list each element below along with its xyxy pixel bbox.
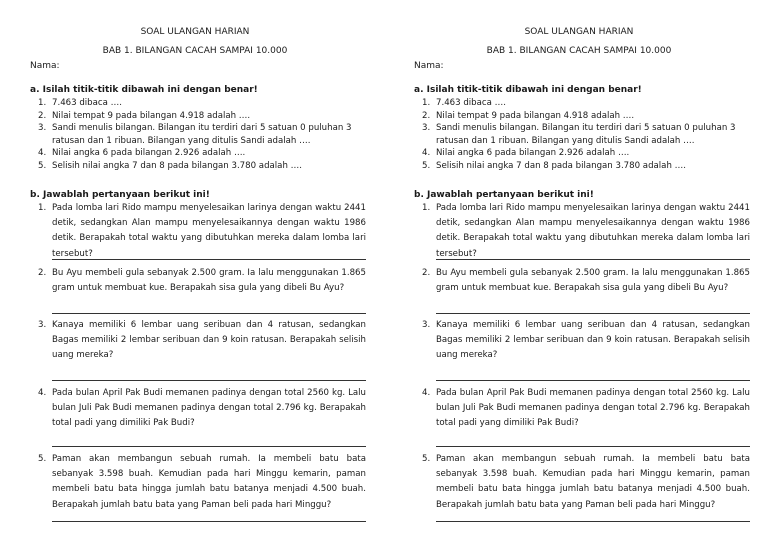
section-b-heading: b. Jawablah pertanyaan berikut ini! (30, 190, 210, 200)
question-item: 1. Pada lomba lari Rido mampu menyelesaikan larinya dengan waktu 2441 detik, sedangkan Alan mampu menyelesaikannya dengan waktu 1986 detik. Berapakah total waktu yang dibutuhkan mereka dalam lomba lari tersebut? (38, 203, 366, 259)
question-item: 2. Bu Ayu membeli gula sebanyak 2.500 gram. Ia lalu menggunakan 1.865 gram untuk membuat kue. Berapakah sisa gula yang dibeli Bu Ayu? (422, 268, 750, 294)
section-a-list (30, 97, 370, 173)
worksheet-right (384, 0, 752, 543)
name-label: Nama: (30, 61, 60, 71)
section-a-heading: a. Isilah titik-titik dibawah ini dengan benar! (30, 85, 258, 95)
section-a-list (414, 97, 754, 173)
worksheet-left (0, 0, 368, 543)
worksheet-subtitle: BAB 1. BILANGAN CACAH SAMPAI 10.000 (486, 46, 672, 56)
question-item: 3. Kanaya memiliki 6 lembar uang seribuan dan 4 ratusan, sedangkan Bagas memiliki 2 lembar seribuan dan 9 koin ratusan. Berapakah selisih uang mereka? (422, 320, 750, 361)
question-item: 5. Paman akan membangun sebuah rumah. Ia membeli batu bata sebanyak 3.598 buah. Kemudian pada hari Minggu kemarin, paman membeli batu bata hingga jumlah batu batanya menjadi 4.500 buah. Berapakah jumlah batu bata yang Paman beli pada hari Minggu? (38, 454, 366, 510)
answer-line[interactable] (436, 446, 750, 447)
worksheet-title: SOAL ULANGAN HARIAN (140, 27, 250, 37)
list-item: 4. Nilai angka 6 pada bilangan 2.926 adalah …. (422, 148, 630, 159)
question-item: 2. Bu Ayu membeli gula sebanyak 2.500 gram. Ia lalu menggunakan 1.865 gram untuk membuat kue. Berapakah sisa gula yang dibeli Bu Ayu? (38, 268, 366, 294)
answer-line[interactable] (52, 380, 366, 381)
question-item: 3. Kanaya memiliki 6 lembar uang seribuan dan 4 ratusan, sedangkan Bagas memiliki 2 lembar seribuan dan 9 koin ratusan. Berapakah selisih uang mereka? (38, 320, 366, 361)
question-item: 4. Pada bulan April Pak Budi memanen padinya dengan total 2560 kg. Lalu bulan Juli Pak Budi memanen padinya dengan total 2.796 kg. Berapakah total padi yang dimiliki Pak Budi? (422, 388, 750, 429)
answer-line[interactable] (52, 259, 366, 260)
section-b-heading: b. Jawablah pertanyaan berikut ini! (414, 190, 594, 200)
answer-line[interactable] (436, 259, 750, 260)
worksheet-subtitle: BAB 1. BILANGAN CACAH SAMPAI 10.000 (102, 46, 288, 56)
worksheet-title: SOAL ULANGAN HARIAN (524, 27, 634, 37)
list-item: 2. Nilai tempat 9 pada bilangan 4.918 adalah …. (38, 110, 251, 121)
list-item: 4. Nilai angka 6 pada bilangan 2.926 adalah …. (38, 148, 246, 159)
list-item: 3. Sandi menulis bilangan. Bilangan itu terdiri dari 5 satuan 0 puluhan 3 ratusan dan 1 ribuan. Bilangan yang ditulis Sandi adalah …. (38, 123, 352, 146)
answer-line[interactable] (52, 521, 366, 522)
answer-line[interactable] (52, 446, 366, 447)
answer-line[interactable] (436, 521, 750, 522)
list-item: 1. 7.463 dibaca …. (38, 98, 122, 108)
question-item: 1. Pada lomba lari Rido mampu menyelesaikan larinya dengan waktu 2441 detik, sedangkan Alan mampu menyelesaikannya dengan waktu 1986 detik. Berapakah total waktu yang dibutuhkan mereka dalam lomba lari tersebut? (422, 203, 750, 259)
answer-line[interactable] (436, 313, 750, 314)
list-item: 3. Sandi menulis bilangan. Bilangan itu terdiri dari 5 satuan 0 puluhan 3 ratusan dan 1 ribuan. Bilangan yang ditulis Sandi adalah …. (422, 123, 736, 146)
question-item: 4. Pada bulan April Pak Budi memanen padinya dengan total 2560 kg. Lalu bulan Juli Pak Budi memanen padinya dengan total 2.796 kg. Berapakah total padi yang dimiliki Pak Budi? (38, 388, 366, 429)
answer-line[interactable] (52, 313, 366, 314)
name-label: Nama: (414, 61, 444, 71)
list-item: 2. Nilai tempat 9 pada bilangan 4.918 adalah …. (422, 110, 635, 121)
question-item: 5. Paman akan membangun sebuah rumah. Ia membeli batu bata sebanyak 3.598 buah. Kemudian pada hari Minggu kemarin, paman membeli batu bata hingga jumlah batu batanya menjadi 4.500 buah. Berapakah jumlah batu bata yang Paman beli pada hari Minggu? (422, 454, 750, 510)
list-item: 5. Selisih nilai angka 7 dan 8 pada bilangan 3.780 adalah …. (422, 160, 686, 171)
list-item: 1. 7.463 dibaca …. (422, 98, 506, 108)
answer-line[interactable] (436, 380, 750, 381)
section-a-heading: a. Isilah titik-titik dibawah ini dengan benar! (414, 85, 642, 95)
list-item: 5. Selisih nilai angka 7 dan 8 pada bilangan 3.780 adalah …. (38, 160, 302, 171)
